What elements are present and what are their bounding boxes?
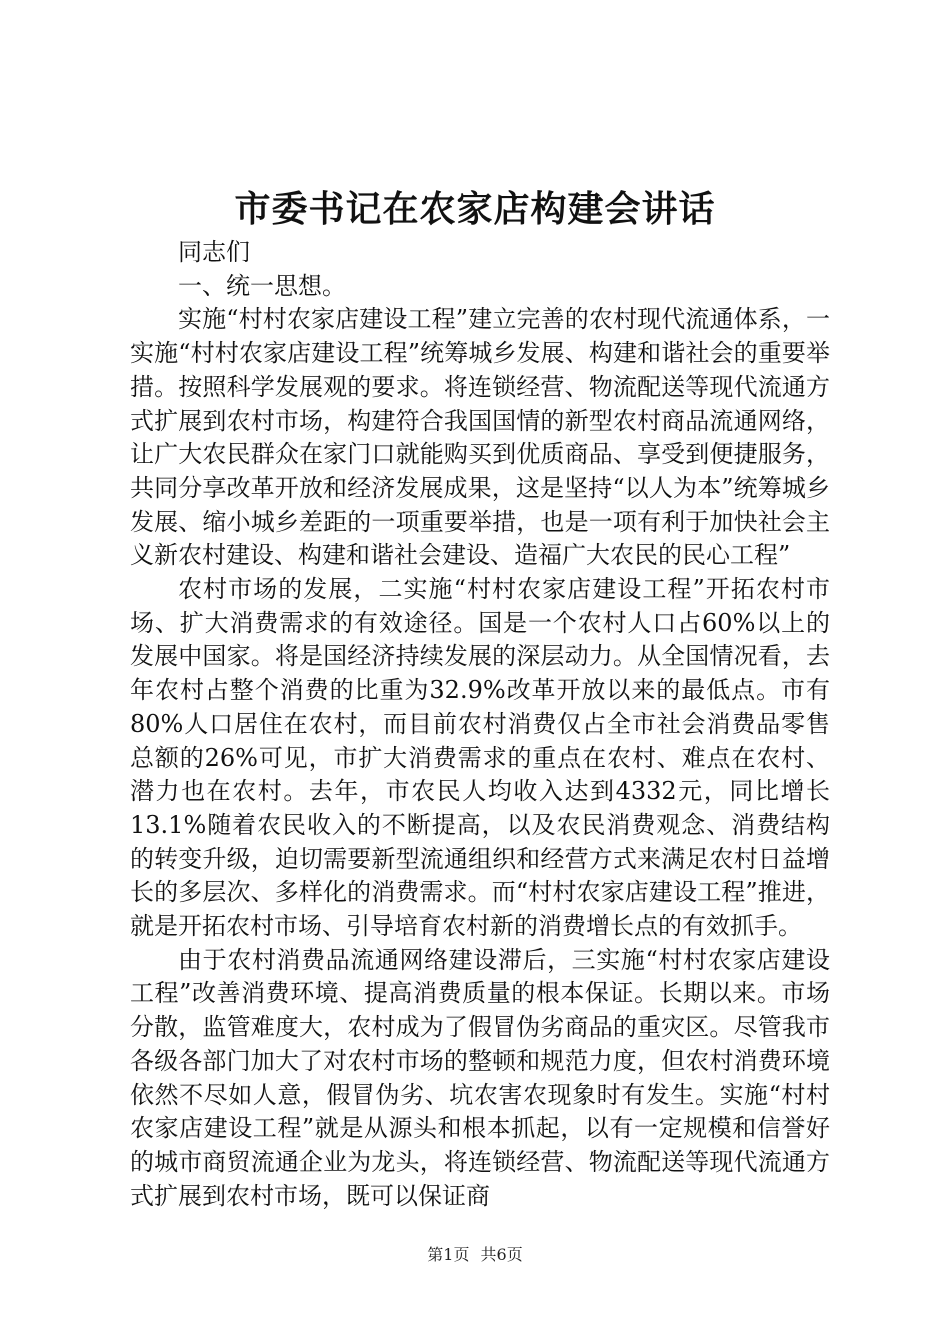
paragraph: 农村市场的发展，二实施“村村农家店建设工程”开拓农村市场、扩大消费需求的有效途径。国是一个农村人口占60%以上的发展中国家。将是国经济持续发展的深层动力。从全国情况看，去年农村占整个消费的比重为32.9%改革开放以来的最低点。市有80%人口居住在农村，而目前农村消费仅占全市社会消费品零售总额的26%可见，市扩大消费需求的重点在农村、难点在农村、潜力也在农村。去年，市农民人均收入达到4332元，同比增长13.1%随着农民收入的不断提高，以及农民消费观念、消费结构的转变升级，迫切需要新型流通组织和经营方式来满足农村日益增长的多层次、多样化的消费需求。而“村村农家店建设工程”推进，就是开拓农村市场、引导培育农村新的消费增长点的有效抓手。	[130, 575, 830, 941]
page-footer	[0, 1244, 950, 1266]
salutation: 同志们	[178, 238, 250, 266]
document-body	[130, 236, 830, 1213]
paragraph: 实施“村村农家店建设工程”建立完善的农村现代流通体系，一实施“村村农家店建设工程”统筹城乡发展、构建和谐社会的重要举措。按照科学发展观的要求。将连锁经营、物流配送等现代流通方式扩展到农村市场，构建符合我国国情的新型农村商品流通网络，让广大农民群众在家门口就能购买到优质商品、享受到便捷服务，共同分享改革开放和经济发展成果，这是坚持“以人为本”统筹城乡发展、缩小城乡差距的一项重要举措，也是一项有利于加快社会主义新农村建设、构建和谐社会建设、造福广大农民的民心工程”	[130, 305, 830, 570]
document-title: 市委书记在农家店构建会讲话	[234, 188, 716, 230]
page-total: 共6页	[480, 1245, 523, 1264]
page-number: 第1页	[427, 1245, 470, 1264]
section-heading: 一、统一思想。	[178, 271, 346, 300]
paragraph: 由于农村消费品流通网络建设滞后，三实施“村村农家店建设工程”改善消费环境、提高消费质量的根本保证。长期以来。市场分散，监管难度大，农村成为了假冒伪劣商品的重灾区。尽管我市各级各部门加大了对农村市场的整顿和规范力度，但农村消费环境依然不尽如人意，假冒伪劣、坑农害农现象时有发生。实施“村村农家店建设工程”就是从源头和根本抓起，以有一定规模和信誉好的城市商贸流通企业为龙头，将连锁经营、物流配送等现代流通方式扩展到农村市场，既可以保证商	[130, 945, 830, 1210]
